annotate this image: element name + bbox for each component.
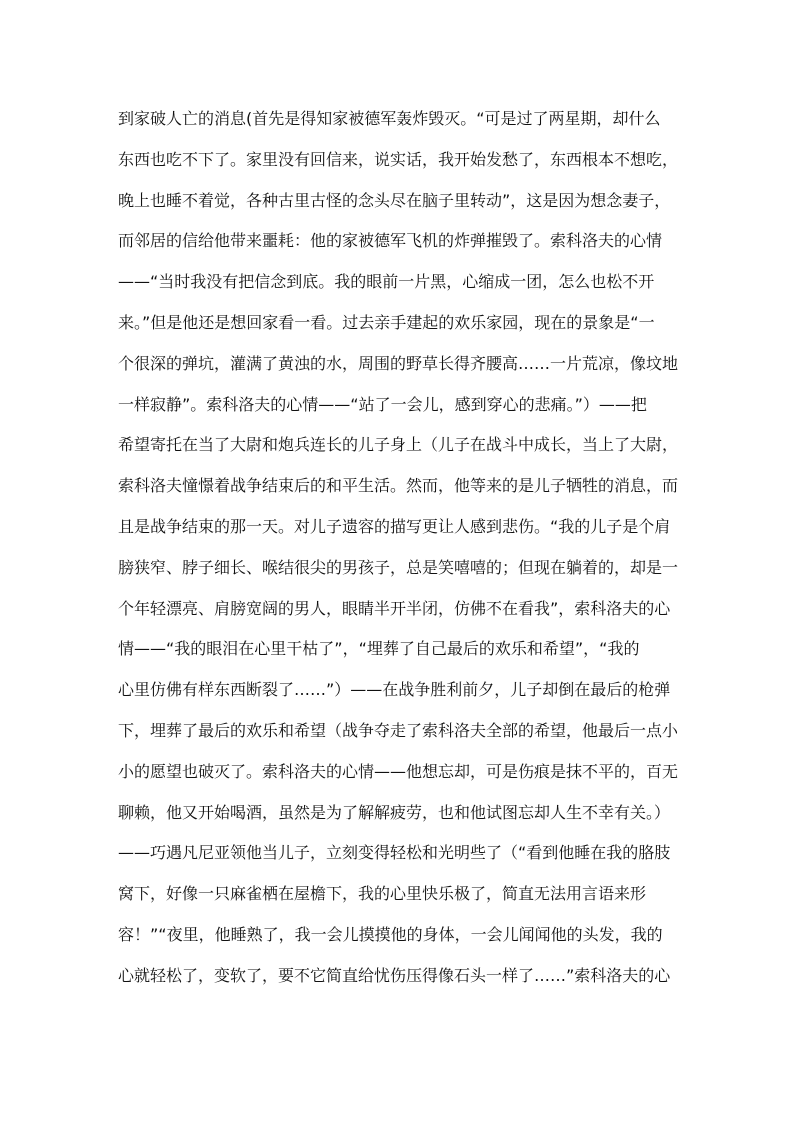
text-line: 且是战争结束的那一天。对儿子遗容的描写更让人感到悲伤。“我的儿子是个肩: [118, 516, 671, 536]
text-line: 个很深的弹坑，灌满了黄浊的水，周围的野草长得齐腰高……一片荒凉，像坟地: [118, 353, 679, 373]
text-line: 而邻居的信给他带来噩耗：他的家被德军飞机的炸弹摧毁了。索科洛夫的心情: [118, 231, 663, 251]
text-line: 一样寂静”。索科洛夫的心情——“站了一会儿，感到穿心的悲痛。”）——把: [118, 394, 647, 414]
text-line: 希望寄托在当了大尉和炮兵连长的儿子身上（儿子在战斗中成长，当上了大尉，: [118, 435, 679, 455]
text-line: 容！”“夜里，他睡熟了，我一会儿摸摸他的身体，一会儿闻闻他的头发，我的: [118, 924, 663, 944]
body-text: [118, 99, 678, 997]
text-line: 情——“我的眼泪在心里干枯了”，“埋葬了自己最后的欢乐和希望”，“我的: [118, 639, 640, 659]
text-line: 索科洛夫憧憬着战争结束后的和平生活。然而，他等来的是儿子牺牲的消息，而: [118, 476, 679, 496]
text-line: 下，埋葬了最后的欢乐和希望（战争夺走了索科洛夫全部的希望，他最后一点小: [118, 720, 679, 740]
text-line: 窝下，好像一只麻雀栖在屋檐下，我的心里快乐极了，简直无法用言语来形: [118, 884, 647, 904]
text-line: ——“当时我没有把信念到底。我的眼前一片黑，心缩成一团，怎么也松不开: [118, 272, 655, 292]
text-line: 到家破人亡的消息(首先是得知家被德军轰炸毁灭。“可是过了两星期，却什么: [118, 109, 661, 128]
text-line: 东西也吃不下了。家里没有回信来，说实话，我开始发愁了，东西根本不想吃，: [118, 149, 679, 169]
text-line: 个年轻漂亮、肩膀宽阔的男人，眼睛半开半闭，仿佛不在看我”，索科洛夫的心: [118, 598, 671, 618]
text-line: 膀狭窄、脖子细长、喉结很尖的男孩子，总是笑嘻嘻的；但现在躺着的，却是一: [118, 557, 679, 577]
text-line: 聊赖，他又开始喝酒，虽然是为了解解疲劳，也和他试图忘却人生不幸有关。）: [118, 802, 671, 822]
text-line: 小的愿望也破灭了。索科洛夫的心情——他想忘却，可是伤痕是抹不平的，百无: [118, 761, 679, 781]
text-line: 心就轻松了，变软了，要不它简直给忧伤压得像石头一样了……”索科洛夫的心: [118, 965, 671, 985]
text-line: ——巧遇凡尼亚领他当儿子，立刻变得轻松和光明些了（“看到他睡在我的胳肢: [118, 843, 671, 863]
text-line: 心里仿佛有样东西断裂了……”）——在战争胜利前夕，儿子却倒在最后的枪弹: [118, 680, 671, 700]
text-line: 来。”但是他还是想回家看一看。过去亲手建起的欢乐家园，现在的景象是“一: [118, 312, 655, 332]
text-line: 晚上也睡不着觉，各种古里古怪的念头尽在脑子里转动”，这是因为想念妻子，: [118, 190, 671, 210]
